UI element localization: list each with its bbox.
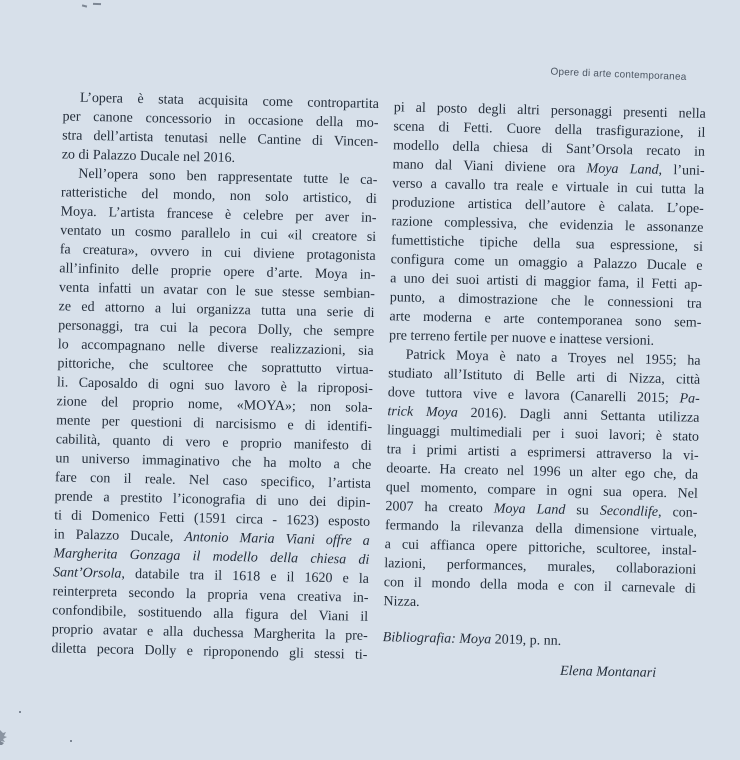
text-line: deoarte. Ha creato nel 1996 un alter ego che, da [386,461,699,483]
text-line: prende a prestito l’iconografia di uno dei dipin- [54,489,371,511]
text-line: Patrick Moya è nato a Troyes nel 1955; ha [405,347,701,369]
text-line: mano dal Viani diviene ora Moya Land, l’uni- [392,157,705,179]
text-line: reinterpreta secondo la propria vena creativa in- [52,584,369,606]
text-line: diletta pecora Dolly e riproponendo gli stessi ti- [51,641,368,663]
text-line: personaggi, tra cui la pecora Dolly, che sempre [58,318,375,340]
text-line: con il mondo della moda e con il carnevale di [383,575,696,597]
text-line: tra i primi artisti a esprimersi attraverso la vi- [386,442,699,464]
text-line: zo di Palazzo Ducale nel 2016. [61,147,236,166]
text-line: razione complessiva, che evidenzia le assonanze [391,214,704,236]
article-left-column [51,88,379,664]
text-line: per canone concessorio in occasione della mo- [62,109,379,131]
text-line: stra dell’artista tenutasi nelle Cantine di Vincen- [62,128,379,150]
text-line: L’opera è stata acquisita come contropartita [79,90,380,112]
text-line: pittoriche, che scultoree che soprattutto virtua- [57,356,374,378]
text-line: 2007 ha creato Moya Land su Secondlife, con- [385,499,698,521]
scan-blob-icon [0,724,18,745]
right-column-body [383,98,706,617]
text-line: in Palazzo Ducale, Antonio Maria Viani offre a [53,527,370,549]
text-line: mente per questioni di narcisismo e di identifi- [56,413,373,435]
text-line: studiato all’Istituto di Belle arti di Nizza, città [388,366,701,388]
scan-speck-icon [70,740,72,742]
text-line: all’infinito delle proprie opere d’arte. Moya in- [59,261,376,283]
text-line: fumettistiche tipiche della sua espressione, si [390,233,704,255]
article-right-column [382,98,706,683]
text-line: venta infatti un avatar con le sue stesse sembian- [58,280,376,302]
text-line: trick Moya 2016). Dagli anni Settanta utilizza [387,404,700,426]
text-line: a uno dei suoi artisti di maggior fama, il Fetti ap- [390,271,703,293]
text-line: configura come un omaggio a Palazzo Ducale e [390,252,703,274]
text-line: verso a cavallo tra reale e virtuale in cui tutta la [392,176,705,198]
text-line: Margherita Gonzaga il modello della chiesa di [53,546,370,568]
scan-speck-icon [19,711,21,713]
text-line: li. Caposaldo di ogni suo lavoro è la riproposi- [56,375,374,397]
text-line: Moya. L’artista francese è celebre per aver in- [60,204,377,226]
text-line: ratteristiche del mondo, non solo artistico, di [60,185,378,207]
text-line: linguaggi multimediali per i suoi lavori; è stato [386,423,700,445]
text-line: Sant’Orsola, databile tra il 1618 e il 1620 e la [52,565,370,587]
author-signature [382,658,694,684]
text-line: ze ed attorno a lui organizza tutta una serie di [58,299,375,321]
bibliography-line [383,628,695,654]
text-line: Nizza. [383,594,420,610]
text-line: modello della chiesa di Sant’Orsola recato in [392,138,706,160]
text-line: un universo immaginativo che ha molto a che [55,451,372,473]
text-line: lo accompagnano nelle diverse realizzazioni, sia [57,337,374,359]
text-line: Nell’opera sono ben rappresentate tutte le ca- [78,166,378,188]
text-line: fare con il reale. Nel caso specifico, l’artista [54,470,372,492]
text-line: pre terreno fertile per nuove e inattese versioni. [388,328,655,349]
text-line: pi al posto degli altri personaggi presenti nella [393,100,706,122]
text-line: arte moderna e arte contemporanea sono sem- [389,309,702,331]
text-line: dove tuttora vive e lavora (Canarelli 2015; Pa- [387,385,700,407]
scan-mark-icon [93,3,101,5]
text-line: lazioni, performances, murales, collaborazioni [384,556,697,578]
text-line: Elena Montanari [559,663,657,681]
running-header: Opere di arte contemporanea [550,66,687,83]
text-line: cabilità, quanto di vero e proprio manifesto di [55,432,372,454]
text-line: confondibile, sostituendo alla figura del Viani il [52,603,369,625]
text-line: punto, a dimostrazione che le connessioni tra [389,290,702,312]
text-line: ventato un cosmo parallelo in cui «il creatore si [60,223,377,245]
text-line: scena di Fetti. Cuore della trasfigurazione, il [393,119,706,141]
text-line: ti di Domenico Fetti (1591 circa - 1623) esposto [54,508,371,530]
text-line: zione del proprio nome, «MOYA»; non sola- [56,394,373,416]
text-line: quel momento, compare in ogni sua opera. Nel [385,480,698,502]
text-line: fermando la rilevanza della dimensione virtuale, [384,518,698,540]
text-line: proprio avatar e alla duchessa Margherita la pre- [51,622,368,644]
text-line: a cui affianca opere pittoriche, scultoree, instal- [384,537,697,559]
text-line: fa creatura», ovvero in cui diviene protagonista [59,242,376,264]
text-line: produzione artistica dell’autore è calata. L’ope- [391,195,704,217]
text-line: Bibliografia: Moya 2019, p. nn. [382,630,562,649]
